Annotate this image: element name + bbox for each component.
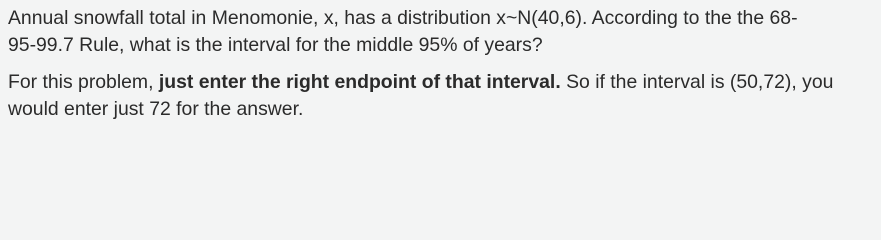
instruction-line: would enter just 72 for the answer.: [8, 98, 304, 120]
instruction-emphasis: just enter the right endpoint of that interval.: [158, 71, 561, 93]
question-line: Annual snowfall total in Menomonie, x, has a distribution x~N(40,6). According to the the 68-: [8, 7, 798, 29]
instruction-paragraph: [8, 69, 873, 123]
instruction-prefix: For this problem,: [8, 71, 159, 93]
question-paragraph: [8, 5, 873, 59]
instruction-line: [8, 69, 873, 96]
question-line: 95-99.7 Rule, what is the interval for the middle 95% of years?: [8, 34, 543, 56]
instruction-suffix: So if the interval is (50,72), you: [560, 71, 834, 93]
